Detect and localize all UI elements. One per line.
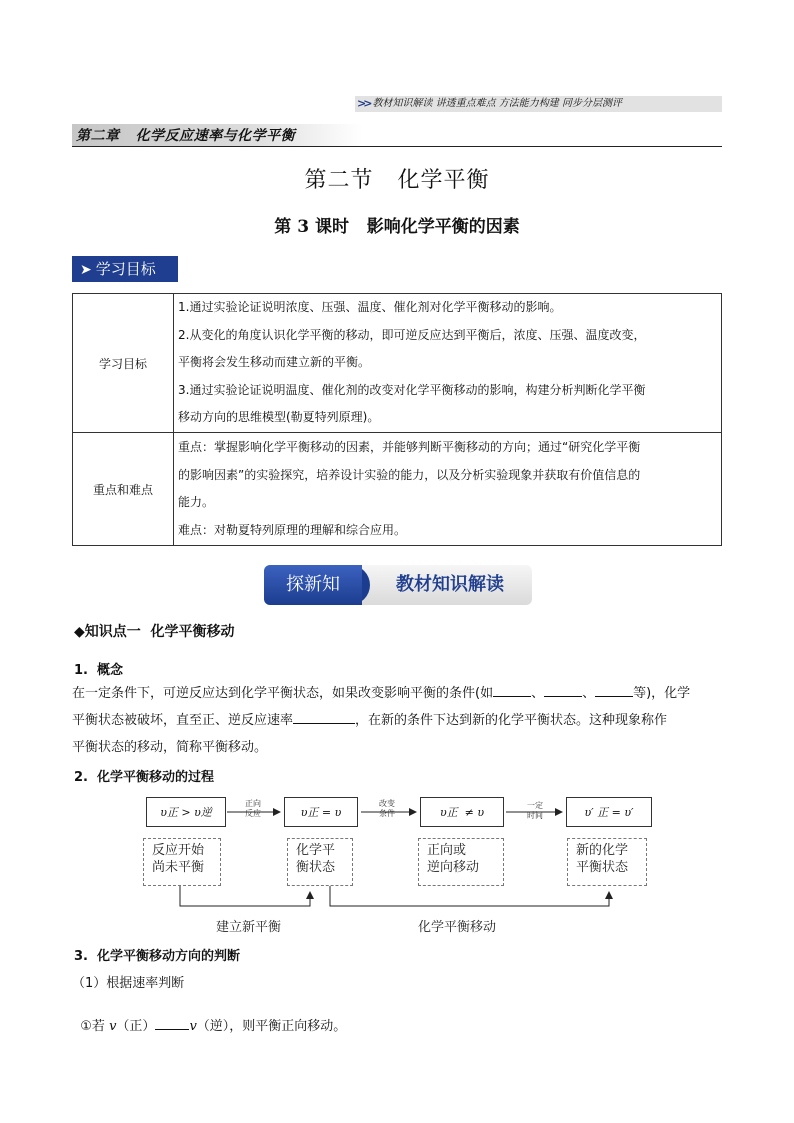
lesson-title: 第 3 课时 影响化学平衡的因素	[274, 217, 520, 237]
tag-new-equilibrium: 新的化学 平衡状态	[567, 838, 647, 886]
triangle-right-icon: ➤	[80, 262, 92, 278]
learning-goal-label: 学习目标	[95, 260, 156, 278]
concept-line-2: 平衡状态被破坏，直至正、逆反应速率 ，在新的条件下达到新的化学平衡状态。这种现象称作	[72, 707, 722, 734]
rate-box-disturbed: υ正 ≠ υ	[420, 797, 504, 827]
direction-heading: 3. 化学平衡移动方向的判断	[74, 949, 241, 964]
banner-right-label: 教材知识解读	[356, 565, 532, 605]
goal-line: 移动方向的思维模型(勒夏特列原理)。	[178, 410, 380, 425]
key-point-line: 的影响因素”的实验探究，培养设计实验的能力，以及分析实验现象并获取有价值信息的	[178, 467, 641, 482]
flow-label-shift: 化学平衡移动	[418, 920, 497, 935]
rate-box-start: υ正 > υ逆	[146, 797, 226, 827]
arrow-label-forward: 正向 反应	[245, 799, 261, 818]
rate-box-equilibrium: υ正 = υ	[284, 797, 358, 827]
direction-item-1: ①若 v（正） v（逆），则平衡正向移动。	[72, 1000, 346, 1034]
flow-label-new-balance: 建立新平衡	[216, 920, 282, 935]
arrow-label-time: 一定 时间	[527, 801, 543, 820]
double-chevron-icon: >>	[357, 97, 370, 110]
rate-box-new: υ′ 正 = υ′	[566, 797, 652, 827]
tag-equilibrium: 化学平 衡状态	[287, 838, 353, 886]
key-point-line: 难点：对勒夏特列原理的理解和综合应用。	[178, 522, 407, 537]
direction-sub-heading: （1）根据速率判断	[72, 976, 185, 991]
chapter-title: 第二章 化学反应速率与化学平衡	[76, 128, 296, 144]
process-heading: 2. 化学平衡移动的过程	[74, 770, 215, 785]
goal-line: 3.通过实验论证说明温度、催化剂的改变对化学平衡移动的影响，构建分析判断化学平衡	[178, 382, 646, 397]
knowledge-point-title: ◆知识点一 化学平衡移动	[74, 624, 235, 640]
tag-shift: 正向或 逆向移动	[418, 838, 504, 886]
concept-line-1: 在一定条件下，可逆反应达到化学平衡状态，如果改变影响平衡的条件(如 、 、 等)，化学	[72, 680, 722, 707]
concept-line-3: 平衡状态的移动，简称平衡移动。	[72, 740, 268, 755]
row-label-key-points: 重点和难点	[73, 433, 174, 546]
tag-not-balanced: 反应开始 尚未平衡	[143, 838, 221, 886]
banner-left-label: 探新知	[264, 565, 362, 605]
blank-field[interactable]	[155, 1015, 189, 1030]
key-point-line: 能力。	[178, 495, 215, 509]
top-banner-text: 教材知识解读 讲透重点难点 方法能力构建 同步分层测评	[372, 98, 622, 109]
concept-heading: 1. 概念	[74, 663, 124, 678]
section-title: 第二节 化学平衡	[304, 168, 490, 193]
key-point-line: 重点：掌握影响化学平衡移动的因素，并能够判断平衡移动的方向；通过“研究化学平衡	[178, 440, 641, 454]
arrow-label-change: 改变 条件	[379, 799, 395, 818]
goal-line: 平衡将会发生移动而建立新的平衡。	[178, 355, 371, 370]
row-label-goals: 学习目标	[73, 294, 174, 433]
goal-line: 1.通过实验论证说明浓度、压强、温度、催化剂对化学平衡移动的影响。	[178, 300, 562, 315]
goal-line: 2.从变化的角度认识化学平衡的移动，即可逆反应达到平衡后，浓度、压强、温度改变，	[178, 327, 646, 342]
